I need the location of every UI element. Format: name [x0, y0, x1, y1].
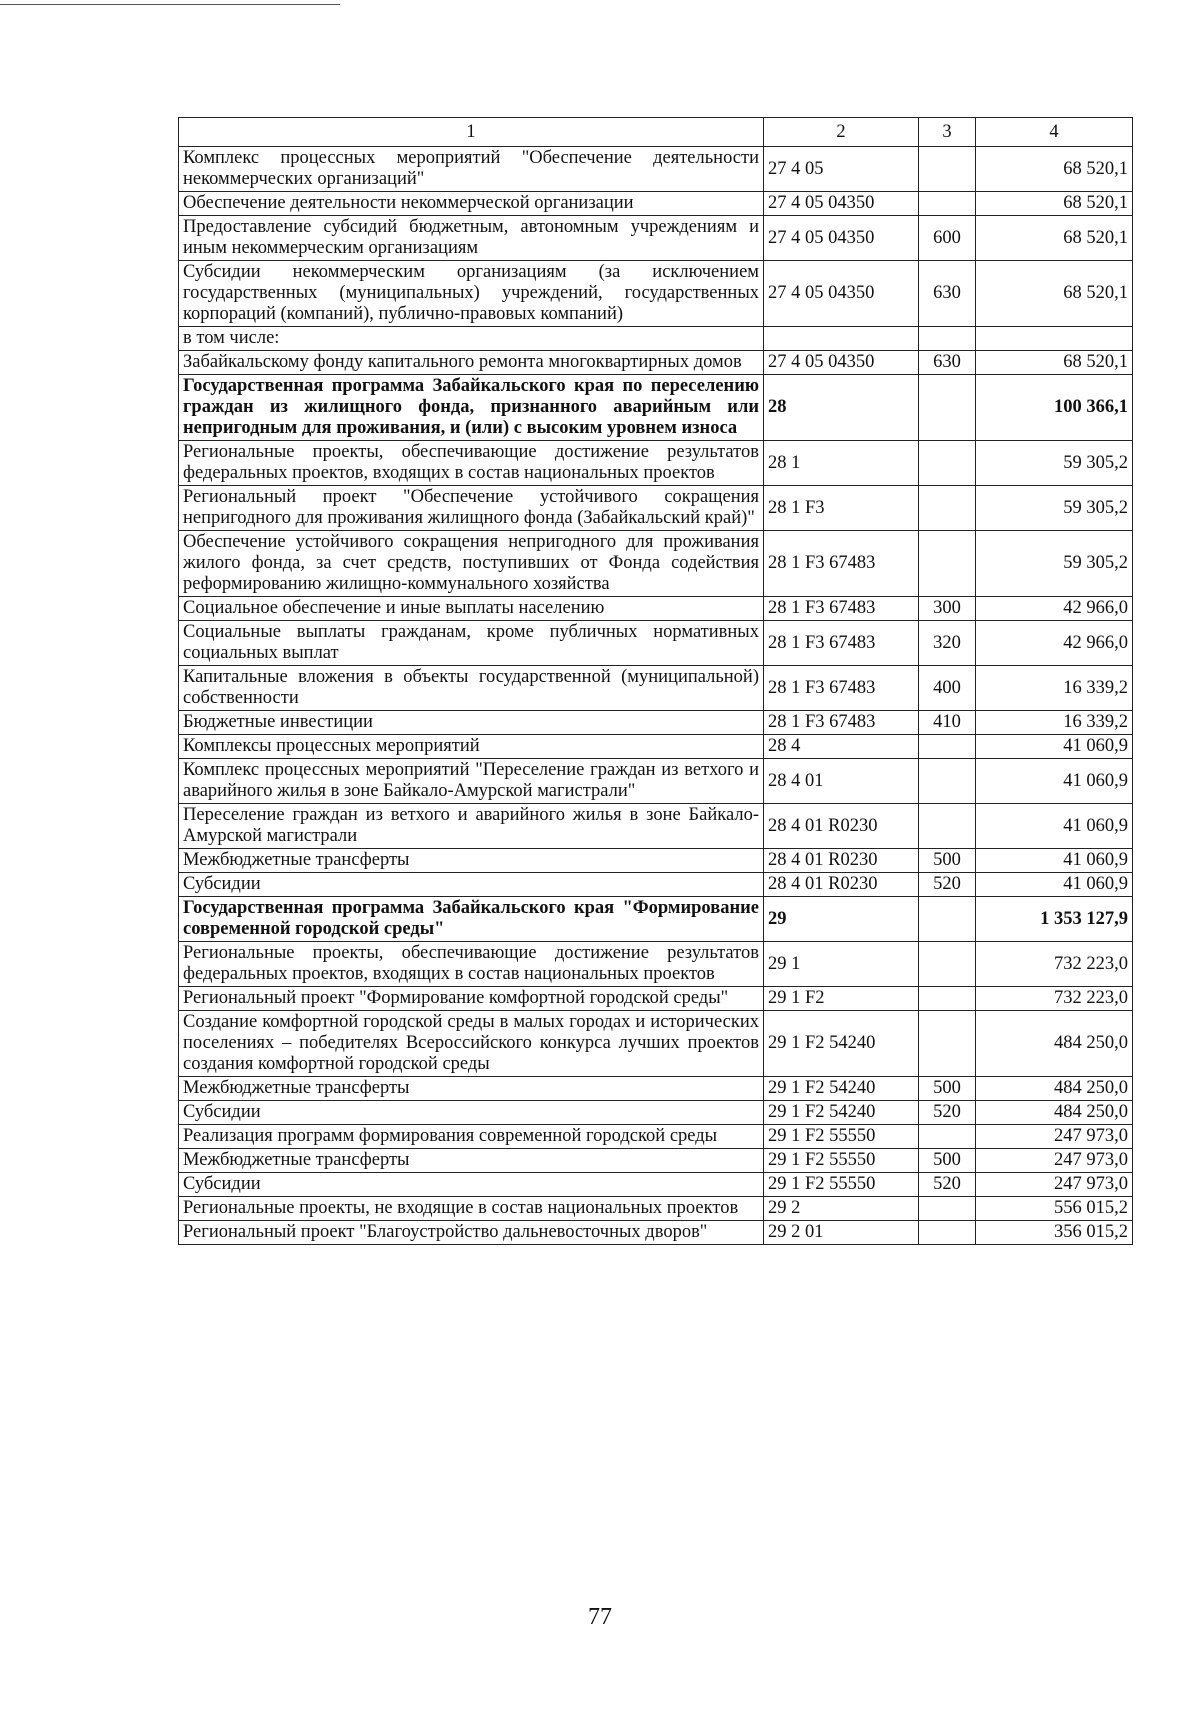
row-code-cell: 28 1 [764, 441, 919, 486]
row-code-cell: 28 [764, 375, 919, 441]
row-expense-type-cell [919, 759, 976, 804]
row-name-cell: Межбюджетные трансферты [179, 1149, 764, 1173]
row-name-cell: Региональный проект "Обеспечение устойчивого сокращения непригодного для проживания жилищного фонда (Забайкальский край)" [179, 486, 764, 531]
row-expense-type-cell [919, 1011, 976, 1077]
row-name-cell: в том числе: [179, 327, 764, 351]
row-expense-type-cell [919, 942, 976, 987]
row-name-cell: Региональные проекты, обеспечивающие достижение результатов федеральных проектов, входящих в состав национальных проектов [179, 942, 764, 987]
row-expense-type-cell: 410 [919, 711, 976, 735]
row-amount-cell: 41 060,9 [976, 735, 1133, 759]
row-expense-type-cell: 400 [919, 666, 976, 711]
row-expense-type-cell: 630 [919, 261, 976, 327]
table-row [179, 873, 1133, 897]
table-row [179, 621, 1133, 666]
table-row [179, 486, 1133, 531]
row-name-cell: Субсидии [179, 873, 764, 897]
row-name-cell: Региональный проект "Формирование комфортной городской среды" [179, 987, 764, 1011]
row-code-cell: 28 1 F3 67483 [764, 666, 919, 711]
row-amount-cell [976, 327, 1133, 351]
row-code-cell: 29 1 F2 55550 [764, 1125, 919, 1149]
row-amount-cell: 732 223,0 [976, 987, 1133, 1011]
budget-table [178, 117, 1133, 1245]
row-expense-type-cell [919, 987, 976, 1011]
row-expense-type-cell: 600 [919, 216, 976, 261]
row-name-cell: Субсидии [179, 1101, 764, 1125]
table-row [179, 1197, 1133, 1221]
row-name-cell: Государственная программа Забайкальского края по переселению граждан из жилищного фонда, признанного аварийным или непригодным для проживания, и (или) с высоким уровнем износа [179, 375, 764, 441]
row-amount-cell: 68 520,1 [976, 192, 1133, 216]
header-col-4: 4 [976, 118, 1133, 147]
row-expense-type-cell: 500 [919, 1149, 976, 1173]
row-code-cell: 29 2 [764, 1197, 919, 1221]
budget-table-body [179, 118, 1133, 1245]
row-name-cell: Региональные проекты, не входящие в состав национальных проектов [179, 1197, 764, 1221]
table-row [179, 897, 1133, 942]
scan-top-rule [0, 4, 340, 5]
row-amount-cell: 16 339,2 [976, 666, 1133, 711]
row-expense-type-cell [919, 192, 976, 216]
table-row [179, 1221, 1133, 1245]
row-expense-type-cell [919, 486, 976, 531]
table-row [179, 441, 1133, 486]
table-row [179, 849, 1133, 873]
row-expense-type-cell [919, 1197, 976, 1221]
table-row [179, 147, 1133, 192]
table-row [179, 1125, 1133, 1149]
row-name-cell: Комплексы процессных мероприятий [179, 735, 764, 759]
row-expense-type-cell [919, 1221, 976, 1245]
row-code-cell: 28 4 [764, 735, 919, 759]
row-code-cell: 28 1 F3 67483 [764, 597, 919, 621]
table-row [179, 942, 1133, 987]
table-row [179, 216, 1133, 261]
table-row [179, 375, 1133, 441]
row-name-cell: Бюджетные инвестиции [179, 711, 764, 735]
row-name-cell: Комплекс процессных мероприятий "Переселение граждан из ветхого и аварийного жилья в зоне Байкало-Амурской магистрали" [179, 759, 764, 804]
row-code-cell [764, 327, 919, 351]
row-amount-cell: 41 060,9 [976, 873, 1133, 897]
row-amount-cell: 68 520,1 [976, 216, 1133, 261]
row-amount-cell: 42 966,0 [976, 621, 1133, 666]
table-row [179, 666, 1133, 711]
row-name-cell: Создание комфортной городской среды в малых городах и исторических поселениях – победителях Всероссийского конкурса лучших проектов создания комфортной городской среды [179, 1011, 764, 1077]
row-amount-cell: 100 366,1 [976, 375, 1133, 441]
row-code-cell: 27 4 05 04350 [764, 192, 919, 216]
row-code-cell: 29 [764, 897, 919, 942]
row-name-cell: Социальное обеспечение и иные выплаты населению [179, 597, 764, 621]
row-code-cell: 27 4 05 04350 [764, 216, 919, 261]
row-amount-cell: 732 223,0 [976, 942, 1133, 987]
row-amount-cell: 41 060,9 [976, 804, 1133, 849]
table-row [179, 351, 1133, 375]
table-row [179, 192, 1133, 216]
table-row [179, 1077, 1133, 1101]
row-code-cell: 28 4 01 R0230 [764, 873, 919, 897]
row-expense-type-cell [919, 441, 976, 486]
header-col-3: 3 [919, 118, 976, 147]
row-expense-type-cell [919, 735, 976, 759]
row-amount-cell: 247 973,0 [976, 1173, 1133, 1197]
row-name-cell: Предоставление субсидий бюджетным, автономным учреждениям и иным некоммерческим организациям [179, 216, 764, 261]
table-row [179, 735, 1133, 759]
table-row [179, 759, 1133, 804]
row-expense-type-cell: 500 [919, 849, 976, 873]
row-amount-cell: 68 520,1 [976, 147, 1133, 192]
row-code-cell: 28 4 01 R0230 [764, 804, 919, 849]
row-amount-cell: 356 015,2 [976, 1221, 1133, 1245]
row-expense-type-cell [919, 327, 976, 351]
row-name-cell: Государственная программа Забайкальского края "Формирование современной городской среды" [179, 897, 764, 942]
header-col-1: 1 [179, 118, 764, 147]
row-amount-cell: 1 353 127,9 [976, 897, 1133, 942]
table-row [179, 804, 1133, 849]
row-expense-type-cell [919, 375, 976, 441]
row-expense-type-cell: 300 [919, 597, 976, 621]
row-expense-type-cell [919, 1125, 976, 1149]
row-amount-cell: 59 305,2 [976, 441, 1133, 486]
row-name-cell: Обеспечение деятельности некоммерческой организации [179, 192, 764, 216]
table-row [179, 1173, 1133, 1197]
row-amount-cell: 484 250,0 [976, 1101, 1133, 1125]
table-row [179, 327, 1133, 351]
row-name-cell: Комплекс процессных мероприятий "Обеспечение деятельности некоммерческих организаций" [179, 147, 764, 192]
row-amount-cell: 59 305,2 [976, 531, 1133, 597]
row-name-cell: Региональные проекты, обеспечивающие достижение результатов федеральных проектов, входящих в состав национальных проектов [179, 441, 764, 486]
row-name-cell: Субсидии некоммерческим организациям (за исключением государственных (муниципальных) учреждений, государственных корпораций (компаний), публично-правовых компаний) [179, 261, 764, 327]
row-code-cell: 29 1 F2 54240 [764, 1101, 919, 1125]
row-name-cell: Обеспечение устойчивого сокращения непригодного для проживания жилого фонда, за счет средств, поступивших от Фонда содействия реформированию жилищно-коммунального хозяйства [179, 531, 764, 597]
row-code-cell: 29 1 F2 54240 [764, 1077, 919, 1101]
row-code-cell: 28 4 01 [764, 759, 919, 804]
row-amount-cell: 68 520,1 [976, 261, 1133, 327]
row-amount-cell: 42 966,0 [976, 597, 1133, 621]
table-row [179, 1011, 1133, 1077]
row-expense-type-cell: 520 [919, 1101, 976, 1125]
row-amount-cell: 247 973,0 [976, 1125, 1133, 1149]
row-name-cell: Реализация программ формирования современной городской среды [179, 1125, 764, 1149]
row-name-cell: Социальные выплаты гражданам, кроме публичных нормативных социальных выплат [179, 621, 764, 666]
row-expense-type-cell: 520 [919, 1173, 976, 1197]
row-code-cell: 29 1 F2 [764, 987, 919, 1011]
page-number: 77 [588, 1604, 612, 1630]
table-row [179, 1149, 1133, 1173]
row-code-cell: 29 1 F2 54240 [764, 1011, 919, 1077]
row-expense-type-cell [919, 147, 976, 192]
row-expense-type-cell: 320 [919, 621, 976, 666]
row-code-cell: 28 1 F3 67483 [764, 531, 919, 597]
row-expense-type-cell: 520 [919, 873, 976, 897]
row-amount-cell: 41 060,9 [976, 849, 1133, 873]
row-code-cell: 28 1 F3 67483 [764, 711, 919, 735]
row-amount-cell: 484 250,0 [976, 1011, 1133, 1077]
row-expense-type-cell [919, 804, 976, 849]
row-code-cell: 29 1 F2 55550 [764, 1149, 919, 1173]
row-code-cell: 27 4 05 04350 [764, 261, 919, 327]
header-col-2: 2 [764, 118, 919, 147]
row-code-cell: 29 2 01 [764, 1221, 919, 1245]
row-code-cell: 28 1 F3 [764, 486, 919, 531]
row-name-cell: Переселение граждан из ветхого и аварийного жилья в зоне Байкало-Амурской магистрали [179, 804, 764, 849]
table-row [179, 531, 1133, 597]
row-amount-cell: 484 250,0 [976, 1077, 1133, 1101]
row-code-cell: 29 1 F2 55550 [764, 1173, 919, 1197]
row-name-cell: Забайкальскому фонду капитального ремонта многоквартирных домов [179, 351, 764, 375]
row-amount-cell: 59 305,2 [976, 486, 1133, 531]
row-code-cell: 27 4 05 04350 [764, 351, 919, 375]
table-row [179, 597, 1133, 621]
row-code-cell: 28 4 01 R0230 [764, 849, 919, 873]
row-name-cell: Капитальные вложения в объекты государственной (муниципальной) собственности [179, 666, 764, 711]
row-amount-cell: 247 973,0 [976, 1149, 1133, 1173]
row-expense-type-cell [919, 897, 976, 942]
row-name-cell: Межбюджетные трансферты [179, 1077, 764, 1101]
row-name-cell: Субсидии [179, 1173, 764, 1197]
row-name-cell: Региональный проект "Благоустройство дальневосточных дворов" [179, 1221, 764, 1245]
row-expense-type-cell [919, 531, 976, 597]
table-row [179, 987, 1133, 1011]
row-code-cell: 28 1 F3 67483 [764, 621, 919, 666]
row-code-cell: 29 1 [764, 942, 919, 987]
row-expense-type-cell: 500 [919, 1077, 976, 1101]
row-amount-cell: 556 015,2 [976, 1197, 1133, 1221]
row-amount-cell: 16 339,2 [976, 711, 1133, 735]
row-amount-cell: 68 520,1 [976, 351, 1133, 375]
table-row [179, 711, 1133, 735]
table-row [179, 1101, 1133, 1125]
row-name-cell: Межбюджетные трансферты [179, 849, 764, 873]
row-amount-cell: 41 060,9 [976, 759, 1133, 804]
table-header-row [179, 118, 1133, 147]
table-row [179, 261, 1133, 327]
row-code-cell: 27 4 05 [764, 147, 919, 192]
row-expense-type-cell: 630 [919, 351, 976, 375]
